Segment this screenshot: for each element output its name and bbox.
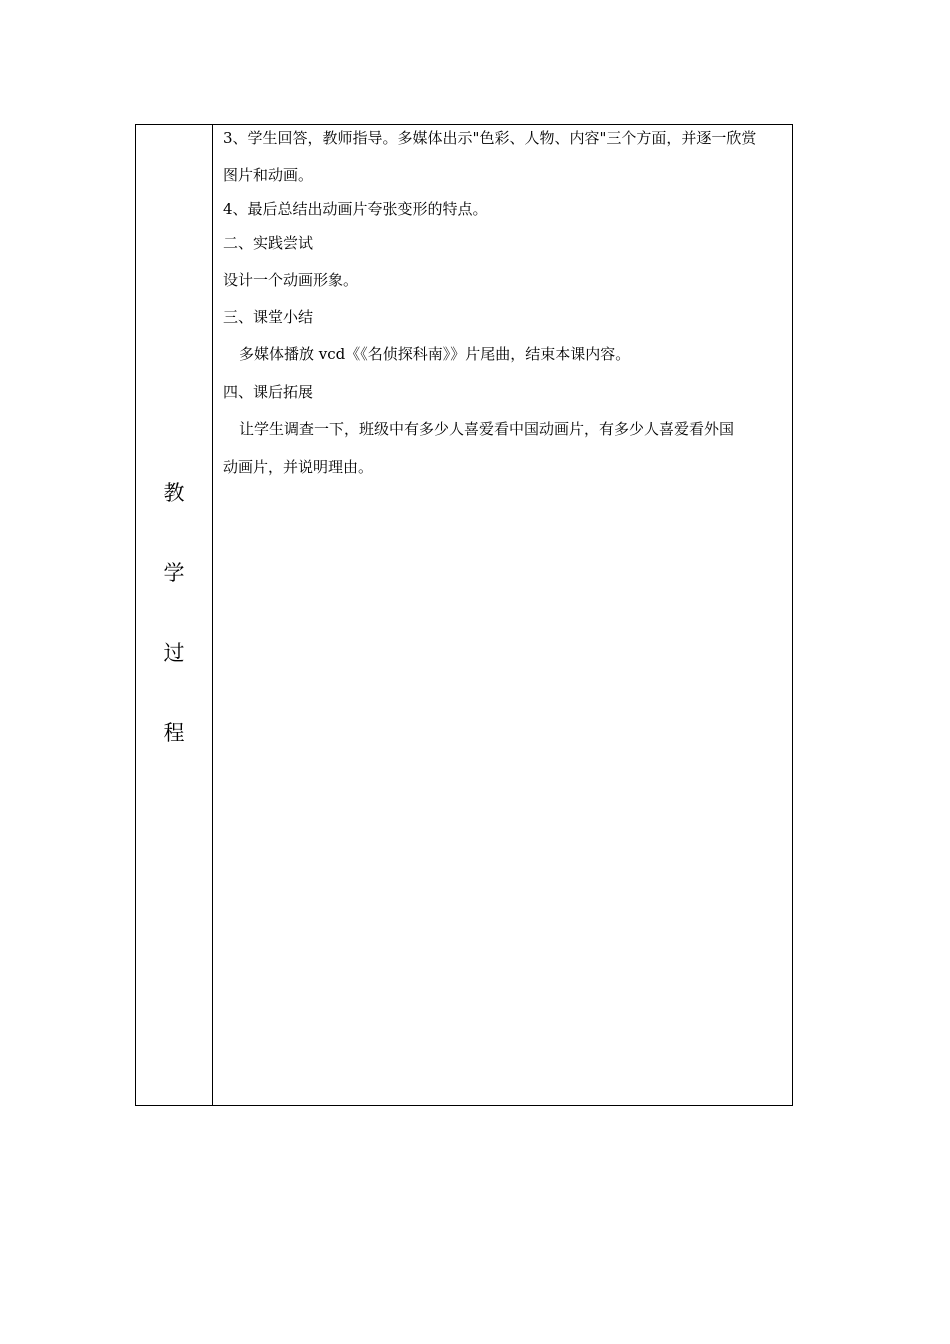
content-line: 动画片，并说明理由。 — [223, 458, 374, 476]
section-label — [136, 483, 212, 803]
content-line: 设计一个动画形象。 — [223, 271, 359, 289]
content-cell — [213, 125, 792, 1105]
content-heading: 三、课堂小结 — [223, 308, 314, 326]
section-label-char: 教 — [163, 481, 185, 505]
section-label-char: 程 — [163, 721, 185, 745]
content-line: 多媒体播放 vcd《《名侦探科南》》片尾曲，结束本课内容。 — [239, 345, 631, 363]
section-label-char: 学 — [163, 561, 185, 585]
content-line: 图片和动画。 — [223, 166, 314, 184]
content-line: 让学生调查一下，班级中有多少人喜爱看中国动画片，有多少人喜爱看外国 — [239, 420, 735, 438]
section-label-char: 过 — [163, 641, 185, 665]
content-heading: 二、实践尝试 — [223, 234, 314, 252]
lesson-table — [135, 124, 793, 1106]
content-line: 3、学生回答，教师指导。多媒体出示"色彩、人物、内容"三个方面，并逐一欣赏 — [223, 129, 757, 147]
content-line: 4、最后总结出动画片夸张变形的特点。 — [223, 200, 488, 218]
content-heading: 四、课后拓展 — [223, 383, 314, 401]
section-label-cell — [136, 125, 213, 1105]
